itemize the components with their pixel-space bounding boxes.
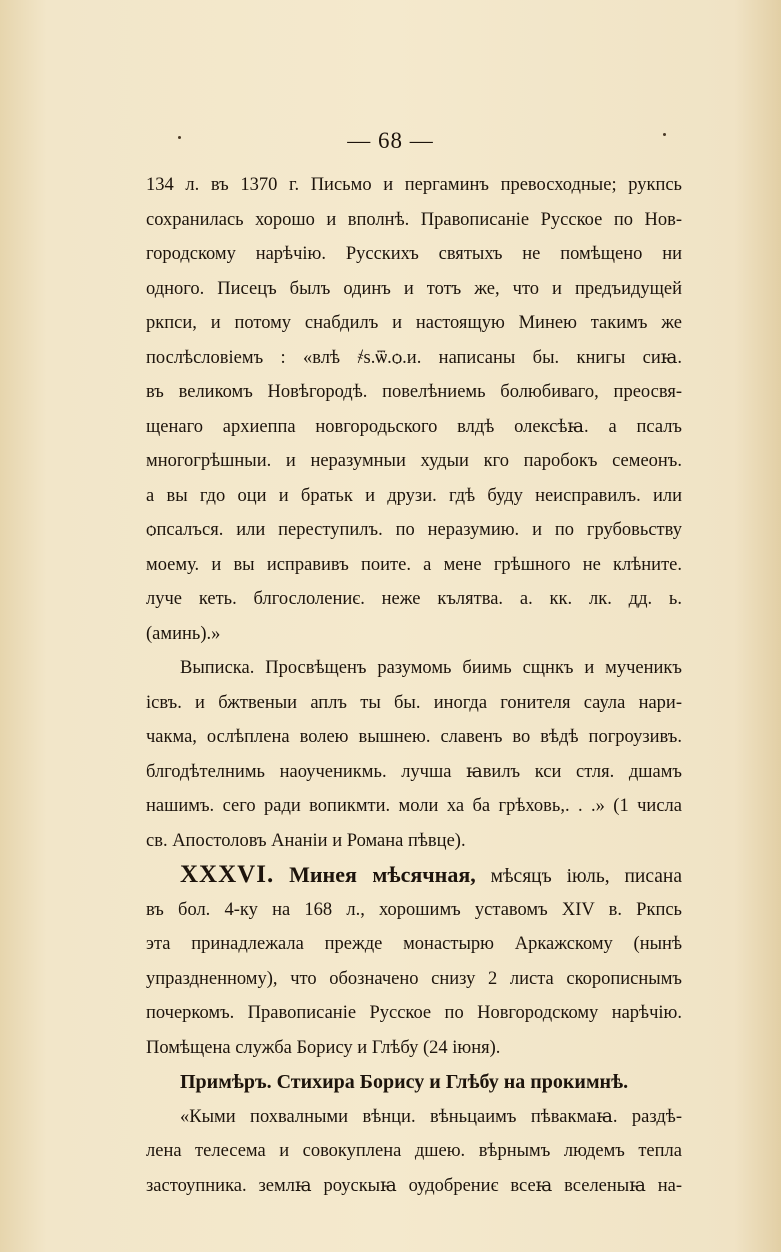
- section-number: XXXVI.: [180, 861, 275, 888]
- example-heading: Примѣръ. Стихира Борису и Глѣбу на прокимнѣ.: [180, 1071, 629, 1093]
- text-line: городскому нарѣчію. Русскихъ святыхъ не помѣщено ни: [146, 244, 682, 264]
- text-line: (аминь).»: [146, 623, 221, 644]
- text-line: лена телесема и совокуплена дшею. вѣрнымъ людемъ тепла: [146, 1141, 682, 1161]
- text-line: Помѣщена служба Борису и Глѣбу (24 іюня).: [146, 1037, 501, 1058]
- text-line: въ бол. 4-ку на 168 л., хорошимъ уставомъ XIV в. Ркпсь: [146, 899, 682, 920]
- text-line: Выписка. Просвѣщенъ разумомь биимь сщнкъ и мученикъ: [180, 658, 682, 678]
- text-line: а вы гдо оци и братьк и друзи. гдѣ буду неисправилъ. или: [146, 485, 682, 506]
- text-line: многогрѣшныи. и неразумныи худыи кго паробокъ семеонъ.: [146, 451, 682, 471]
- text-line: одного. Писецъ былъ одинъ и тотъ же, что и предъидущей: [146, 278, 682, 299]
- section-heading-rest: мѣсяцъ іюль, писана: [490, 866, 682, 887]
- text-line: застоупника. землꙗ роускыꙗ оудобрениє всеꙗ вселеныꙗ на-: [146, 1175, 682, 1196]
- text-line: чакма, ослѣплена волею вышнею. славенъ во вѣдѣ погроузивъ.: [146, 727, 682, 747]
- text-line: «Кыми похвалными вѣнци. вѣньцаимъ пѣвакмаꙗ. раздѣ-: [180, 1106, 682, 1127]
- text-line: моему. и вы исправивъ поите. а мене грѣшного не клѣните.: [146, 554, 682, 575]
- text-line: щенаго архиеппа новгородьского влдѣ олексѣꙗ. а псалъ: [146, 416, 682, 437]
- text-line: ісвъ. и бжтвеныи аплъ ты бы. иногда гонителя саула нари-: [146, 692, 682, 713]
- text-line: въ великомъ Новѣгородѣ. повелѣниемь болюбиваго, преосвя-: [146, 382, 682, 402]
- text-line: ѻпсалъся. или переступилъ. по неразумию. и по грубовьству: [146, 520, 682, 540]
- text-line: нашимъ. сего ради вопикмти. моли ха ба грѣховь,. . .» (1 числа: [146, 796, 682, 816]
- text-line: почеркомъ. Правописаніе Русское по Новгородскому нарѣчію.: [146, 1003, 682, 1023]
- section-heading-line: [146, 858, 682, 893]
- body-text: [146, 168, 682, 1203]
- text-line: св. Апостоловъ Ананіи и Романа пѣвце).: [146, 830, 466, 851]
- text-line: блгодѣтелнимь наоученикмь. лучша ꙗвилъ кси стля. дшамъ: [146, 761, 682, 782]
- text-line: упраздненному), что обозначено снизу 2 листа скорописнымъ: [146, 968, 682, 989]
- text-line: сохранилась хорошо и вполнѣ. Правописаніе Русское по Нов-: [146, 209, 682, 230]
- text-line: луче кеть. блгослолениє. неже кълятва. а. кк. лк. дд. ь.: [146, 589, 682, 609]
- section-title: Минея мѣсячная,: [289, 862, 476, 887]
- text-line: ркпси, и потому снабдилъ и настоящую Минею такимъ же: [146, 313, 682, 333]
- page-number: — 68 —: [347, 128, 434, 153]
- text-line: 134 л. въ 1370 г. Письмо и пергаминъ превосходные; рукпсь: [146, 175, 682, 195]
- text-line: эта принадлежала прежде монастырю Аркажскому (нынѣ: [146, 934, 682, 954]
- text-line: послѣсловіемъ : «влѣ ҂ѕ.ѿ.ѻ.и. написаны бы. книгы сиꙗ.: [146, 347, 682, 368]
